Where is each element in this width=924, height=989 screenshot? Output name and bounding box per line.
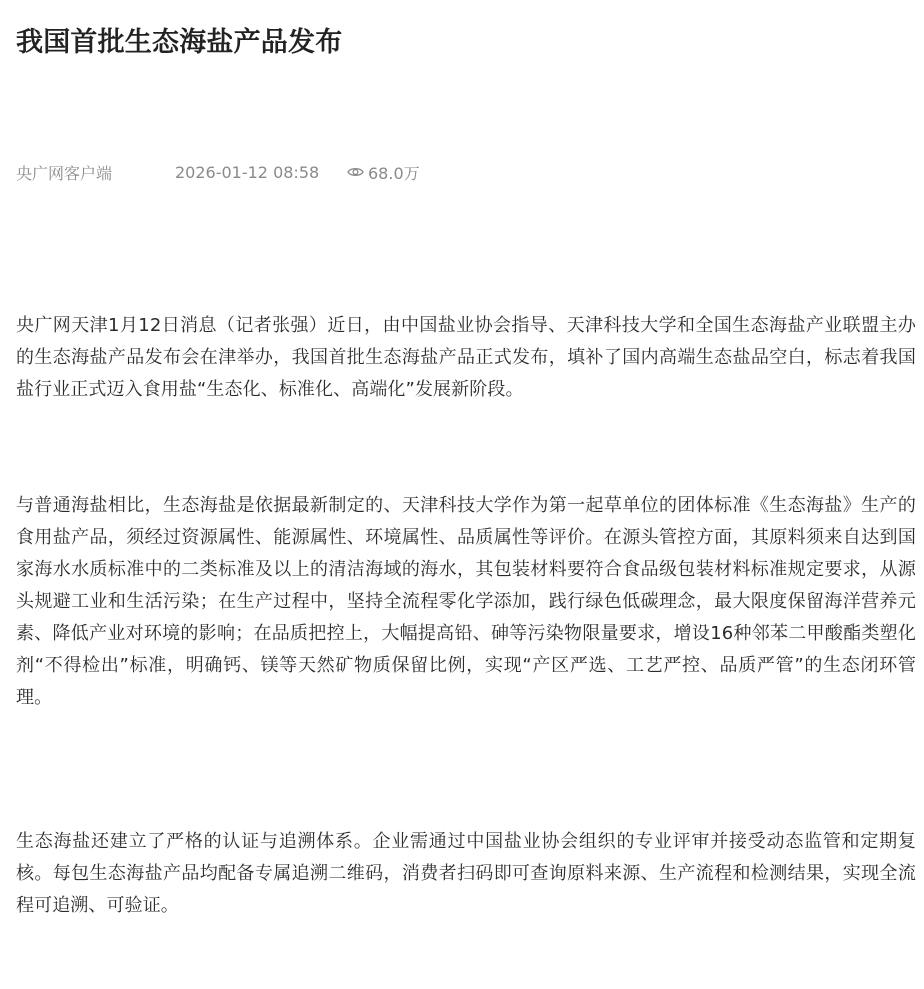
article-paragraph-3: 生态海盐还建立了严格的认证与追溯体系。企业需通过中国盐业协会组织的专业评审并接受动态监管和定期复核。每包生态海盐产品均配备专属追溯二维码，消费者扫码即可查询原料来源、生产流程和检测结果，实现全流程可追溯、可验证。 [16, 831, 916, 916]
view-count-value: 68.0万 [368, 163, 420, 183]
article-paragraph-2: 与普通海盐相比，生态海盐是依据最新制定的、天津科技大学作为第一起草单位的团体标准《生态海盐》生产的食用盐产品，须经过资源属性、能源属性、环境属性、品质属性等评价。在源头管控方面，其原料须来自达到国家海水水质标准中的二类标准及以上的清洁海域的海水，其包装材料要符合食品级包装材料标准规定要求，从源头规避工业和生活污染；在生产过程中，坚持全流程零化学添加，践行绿色低碳理念，最大限度保留海洋营养元素、降低产业对环境的影响；在品质把控上，大幅提高铅、砷等污染物限量要求，增设16种邻苯二甲酸酯类塑化剂“不得检出”标准，明确钙、镁等天然矿物质保留比例，实现“产区严选、工艺严控、品质严管”的生态闭环管理。 [16, 495, 916, 708]
view-count [347, 161, 420, 184]
article-meta [16, 158, 420, 186]
publish-time: 2026-01-12 08:58 [175, 162, 320, 182]
article-title: 我国首批生态海盐产品发布 [16, 27, 343, 58]
article-source[interactable]: 央广网客户端 [16, 163, 113, 183]
eye-icon [347, 166, 364, 178]
article-paragraph-1: 央广网天津1月12日消息（记者张强）近日，由中国盐业协会指导、天津科技大学和全国生态海盐产业联盟主办的生态海盐产品发布会在津举办，我国首批生态海盐产品正式发布，填补了国内高端生态盐品空白，标志着我国盐行业正式迈入食用盐“生态化、标准化、高端化”发展新阶段。 [16, 315, 916, 400]
